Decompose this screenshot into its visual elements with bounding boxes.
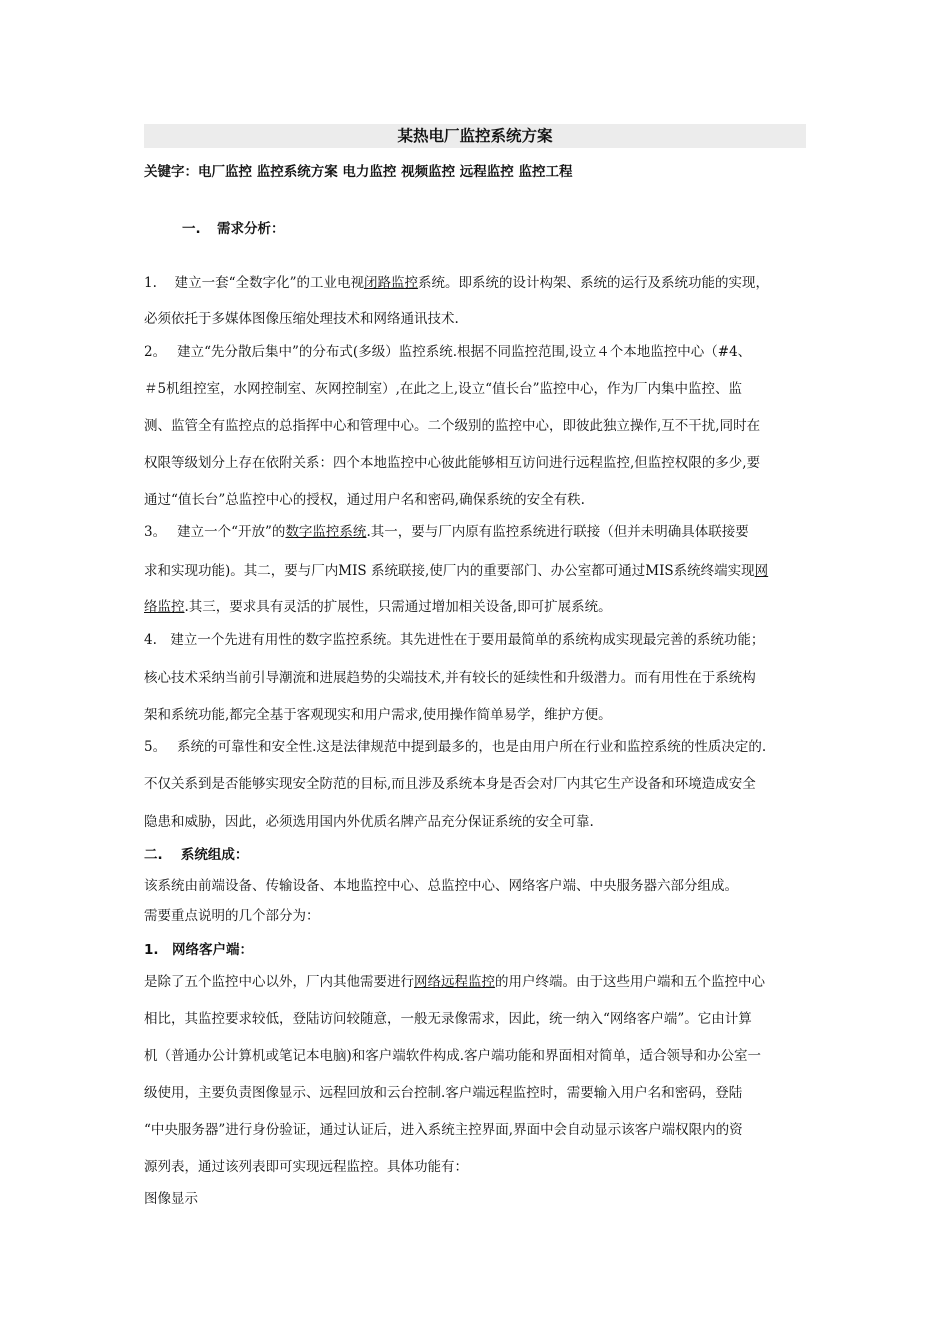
paragraph-2-line-2: ＃5机组控室，水网控制室、灰网控制室）,在此之上,设立“值长台”监控中心，作为厂内集中监控、监 bbox=[144, 381, 742, 397]
section2-heading: 二. 系统组成： bbox=[144, 847, 249, 863]
paragraph-4-line-1: 4. 建立一个先进有用性的数字监控系统。其先进性在于要用最简单的系统构成实现最完善的系统功能； bbox=[144, 632, 765, 648]
link-network-monitoring-part2[interactable]: 络监控 bbox=[144, 599, 185, 615]
paragraph-3-line-1: 3。 建立一个“开放”的数字监控系统.其一，要与厂内原有监控系统进行联接（但并未明确具体联接要 bbox=[144, 524, 749, 540]
section2-intro-1: 该系统由前端设备、传输设备、本地监控中心、总监控中心、网络客户端、中央服务器六部分组成。 bbox=[144, 878, 738, 894]
paragraph-4-line-3: 架和系统功能,都完全基于客观现实和用户需求,使用操作简单易学，维护方便。 bbox=[144, 707, 612, 723]
section1-heading-number: 一. bbox=[182, 221, 201, 237]
document-title: 某热电厂监控系统方案 bbox=[144, 124, 806, 148]
paragraph-1-line-2: 必须依托于多媒体图像压缩处理技术和网络通讯技术. bbox=[144, 311, 459, 327]
client-paragraph-line-4: 级使用，主要负责图像显示、远程回放和云台控制.客户端远程监控时，需要输入用户名和密码，登陆 bbox=[144, 1085, 743, 1101]
section2-intro-2: 需要重点说明的几个部分为： bbox=[144, 908, 320, 924]
link-digital-monitoring-system[interactable]: 数字监控系统 bbox=[285, 524, 367, 540]
link-closed-circuit-monitoring[interactable]: 闭路监控 bbox=[363, 275, 418, 291]
paragraph-1-line-1: 1. 建立一套“全数字化”的工业电视闭路监控系统。即系统的设计构架、系统的运行及系统功能的实现， bbox=[144, 275, 769, 291]
keywords-line: 关键字：电厂监控 监控系统方案 电力监控 视频监控 远程监控 监控工程 bbox=[144, 164, 573, 180]
paragraph-2-line-4: 权限等级划分上存在依附关系：四个本地监控中心彼此能够相互访问进行远程监控,但监控权限的多少,要 bbox=[144, 455, 761, 471]
client-paragraph-line-5: “中央服务器”进行身份验证，通过认证后，进入系统主控界面,界面中会自动显示该客户端权限内的资 bbox=[144, 1122, 743, 1138]
client-paragraph-line-2: 相比，其监控要求较低，登陆访问较随意，一般无录像需求，因此，统一纳入“网络客户端”。它由计算 bbox=[144, 1011, 752, 1027]
paragraph-3-line-3: 络监控.其三，要求具有灵活的扩展性，只需通过增加相关设备,即可扩展系统。 bbox=[144, 599, 612, 615]
link-network-monitoring-part1[interactable]: 网 bbox=[754, 563, 769, 579]
paragraph-5-line-3: 隐患和威胁，因此，必须选用国内外优质名牌产品充分保证系统的安全可靠. bbox=[144, 814, 594, 830]
client-paragraph-line-3: 机（普通办公计算机或笔记本电脑)和客户端软件构成.客户端功能和界面相对简单，适合领导和办公室一 bbox=[144, 1048, 762, 1064]
client-paragraph-line-1: 是除了五个监控中心以外，厂内其他需要进行网络远程监控的用户终端。由于这些用户端和五个监控中心 bbox=[144, 974, 765, 990]
paragraph-5-line-1: 5。 系统的可靠性和安全性.这是法律规范中提到最多的，也是由用户所在行业和监控系统的性质决定的. bbox=[144, 739, 767, 755]
subsection-network-client-heading: 1. 网络客户端： bbox=[144, 942, 254, 958]
paragraph-4-line-2: 核心技术采纳当前引导潮流和进展趋势的尖端技术,并有较长的延续性和升级潜力。而有用性在于系统构 bbox=[144, 670, 756, 686]
function-item-image-display: 图像显示 bbox=[144, 1191, 198, 1207]
paragraph-3-line-2: 求和实现功能)。其二，要与厂内MIS 系统联接,使厂内的重要部门、办公室都可通过MIS系统终端实现网 bbox=[144, 563, 769, 579]
client-paragraph-line-6: 源列表，通过该列表即可实现远程监控。具体功能有： bbox=[144, 1159, 468, 1175]
link-network-remote-monitoring[interactable]: 网络远程监控 bbox=[414, 974, 495, 990]
paragraph-2-line-5: 通过“值长台”总监控中心的授权，通过用户名和密码,确保系统的安全有秩. bbox=[144, 492, 585, 508]
paragraph-2-line-1: 2。 建立“先分散后集中”的分布式(多级）监控系统.根据不同监控范围,设立４个本地监控中心（#4、 bbox=[144, 344, 752, 360]
paragraph-2-line-3: 测、监管全有监控点的总指挥中心和管理中心。二个级别的监控中心，即彼此独立操作,互不干扰,同时在 bbox=[144, 418, 761, 434]
paragraph-5-line-2: 不仅关系到是否能够实现安全防范的目标,而且涉及系统本身是否会对厂内其它生产设备和环境造成安全 bbox=[144, 776, 756, 792]
section1-heading: 需求分析： bbox=[217, 221, 285, 237]
